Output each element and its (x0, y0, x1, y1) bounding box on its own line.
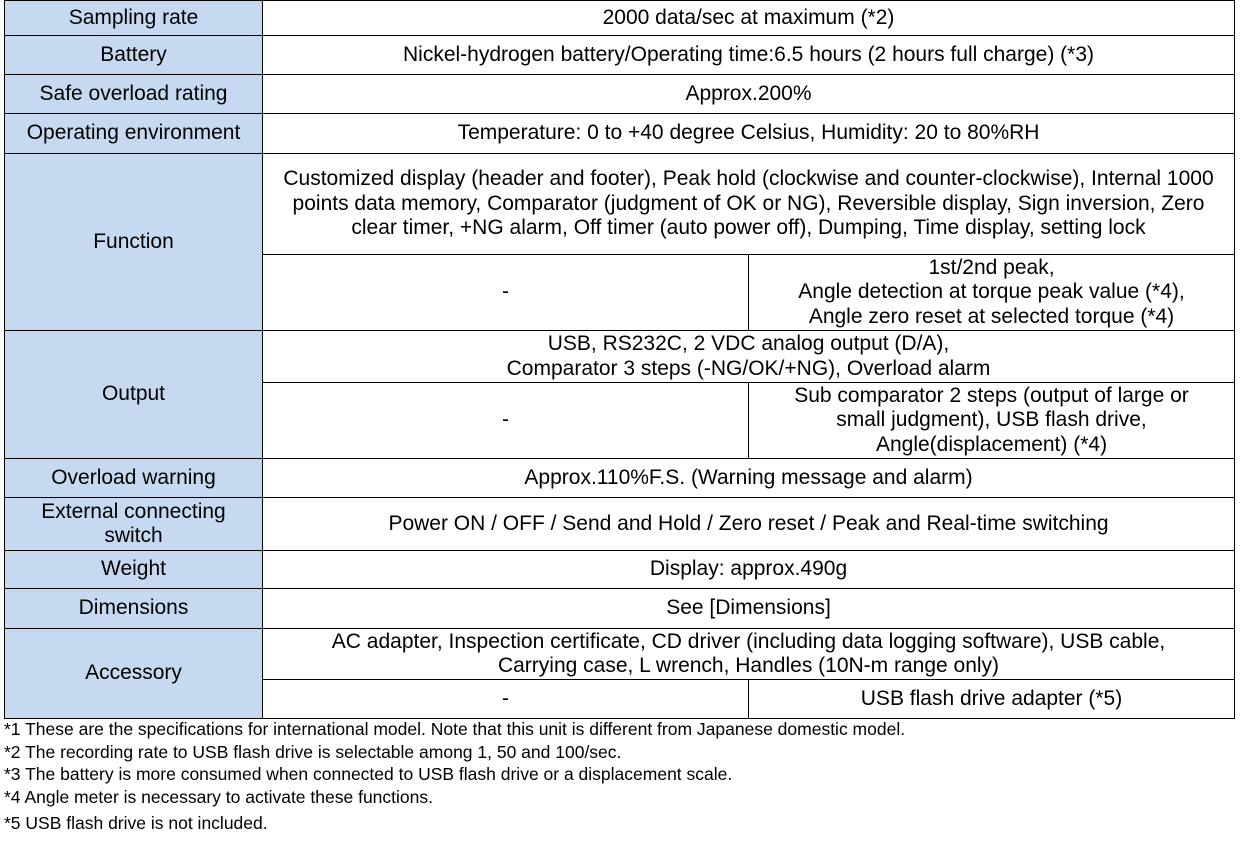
accessory-sub-right: USB flash drive adapter (*5) (749, 680, 1235, 719)
row-label: Battery (5, 36, 263, 75)
row-label: Operating environment (5, 114, 263, 154)
row-value: 2000 data/sec at maximum (*2) (263, 1, 1235, 36)
text-line: Carrying case, L wrench, Handles (10N-m range only) (497, 654, 1000, 677)
row-value: Temperature: 0 to +40 degree Celsius, Humidity: 20 to 80%RH (263, 114, 1235, 154)
text-line: External connecting (41, 499, 226, 523)
footnotes (4, 718, 905, 835)
text-line: Comparator 3 steps (-NG/OK/+NG), Overload alarm (506, 356, 991, 380)
text-line: Angle detection at torque peak value (*4), (798, 280, 1185, 304)
row-value: Approx.200% (263, 75, 1235, 114)
text-line: 1st/2nd peak, (928, 255, 1055, 279)
footnote: *2 The recording rate to USB flash drive is selectable among 1, 50 and 100/sec. (4, 741, 622, 762)
text-line: USB, RS232C, 2 VDC analog output (D/A), (547, 332, 950, 355)
function-label: Function (5, 154, 263, 331)
text-line: AC adapter, Inspection certificate, CD driver (including data logging software), USB cable, (331, 629, 1166, 653)
table-row (5, 551, 1235, 589)
table-row (5, 1, 1235, 36)
table-row (5, 154, 1235, 255)
table-row (5, 331, 1235, 383)
table-row (5, 114, 1235, 154)
output-sub-left: - (263, 383, 749, 459)
table-row (5, 629, 1235, 680)
spec-table (4, 0, 1235, 719)
text-line: Angle zero reset at selected torque (*4) (808, 304, 1175, 328)
row-label: Overload warning (5, 459, 263, 498)
row-label: Safe overload rating (5, 75, 263, 114)
table-row (5, 36, 1235, 75)
text-line: Angle(displacement) (*4) (875, 432, 1108, 456)
output-sub-right (749, 383, 1235, 459)
table-row (5, 589, 1235, 629)
row-label: Weight (5, 551, 263, 589)
row-value: Power ON / OFF / Send and Hold / Zero reset / Peak and Real-time switching (263, 498, 1235, 551)
row-label: Sampling rate (5, 1, 263, 36)
function-sub-right (749, 255, 1235, 331)
row-value: Display: approx.490g (263, 551, 1235, 589)
text-line: Sub comparator 2 steps (output of large or (794, 383, 1189, 407)
output-label: Output (5, 331, 263, 459)
footnote: *1 These are the specifications for international model. Note that this unit is different from Japanese domestic model. (4, 719, 906, 739)
row-value: See [Dimensions] (263, 589, 1235, 629)
footnote: *4 Angle meter is necessary to activate these functions. (4, 786, 433, 807)
table-row (5, 75, 1235, 114)
text-line: small judgment), USB flash drive, (836, 408, 1147, 432)
text-line: switch (104, 524, 163, 547)
row-label (5, 498, 263, 551)
accessory-sub-left: - (263, 680, 749, 719)
row-value: Approx.110%F.S. (Warning message and alarm) (263, 459, 1235, 498)
table-row (5, 498, 1235, 551)
table-row (5, 459, 1235, 498)
footnote: *3 The battery is more consumed when connected to USB flash drive or a displacement scale. (4, 764, 733, 784)
accessory-label: Accessory (5, 629, 263, 719)
accessory-value (263, 629, 1235, 680)
function-value: Customized display (header and footer), Peak hold (clockwise and counter-clockwise), Internal 1000 points data memory, Comparator (judgment of OK or NG), Reversible display, Sign inversion, Zero clear timer, +NG alarm, Off timer (auto power off), Dumping, Time display, setting lock (263, 154, 1235, 255)
row-label: Dimensions (5, 589, 263, 629)
output-value (263, 331, 1235, 383)
footnote: *5 USB flash drive is not included. (4, 813, 268, 833)
row-value: Nickel-hydrogen battery/Operating time:6.5 hours (2 hours full charge) (*3) (263, 36, 1235, 75)
function-sub-left: - (263, 255, 749, 331)
